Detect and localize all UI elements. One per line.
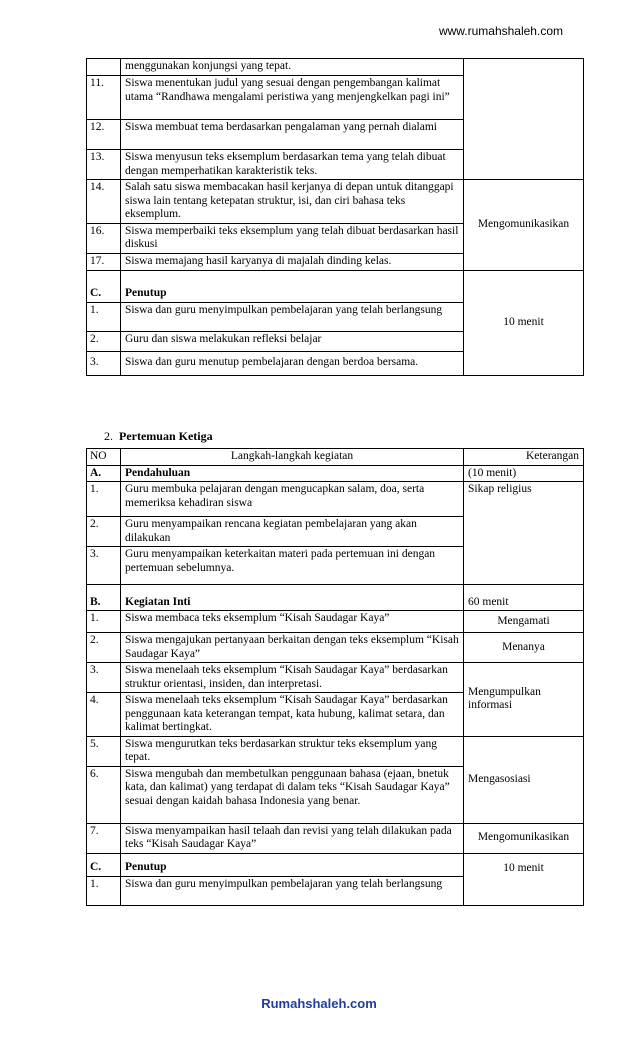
row-activity: Siswa menyampaikan hasil telaah dan revisi yang telah dilakukan pada teks “Kisah Saudagar Kaya” bbox=[121, 823, 464, 853]
table-row-section bbox=[87, 853, 584, 876]
section-letter: A. bbox=[87, 465, 121, 482]
section-title: Pendahuluan bbox=[121, 465, 464, 482]
row-activity: Guru membuka pelajaran dengan mengucapkan salam, doa, serta memeriksa kehadiran siswa bbox=[121, 482, 464, 517]
section-number: 2. bbox=[104, 429, 113, 443]
section-letter: C. bbox=[87, 853, 121, 876]
row-note: Mengomunikasikan bbox=[464, 823, 584, 853]
row-activity: Salah satu siswa membacakan hasil kerjanya di depan untuk ditanggapi siswa lain tentang ketepatan struktur, isi, dan ciri bahasa teks eksemplum. bbox=[121, 180, 464, 224]
row-note: Mengamati bbox=[464, 611, 584, 633]
table-row-section bbox=[87, 270, 584, 302]
row-number: 2. bbox=[87, 517, 121, 547]
row-activity: Siswa mengajukan pertanyaan berkaitan dengan teks eksemplum “Kisah Saudagar Kaya” bbox=[121, 633, 464, 663]
table-row bbox=[87, 633, 584, 663]
row-activity: Siswa memajang hasil karyanya di majalah dinding kelas. bbox=[121, 253, 464, 270]
row-number: 7. bbox=[87, 823, 121, 853]
section-letter: C. bbox=[87, 270, 121, 302]
header-note: Keterangan bbox=[464, 449, 584, 466]
row-activity: Siswa menyusun teks eksemplum berdasarkan tema yang telah dibuat dengan memperhatikan karakteristik teks. bbox=[121, 150, 464, 180]
row-activity: Guru dan siswa melakukan refleksi belajar bbox=[121, 331, 464, 351]
row-number: 2. bbox=[87, 633, 121, 663]
note-penutup-duration: 10 menit bbox=[464, 270, 584, 375]
row-activity: menggunakan konjungsi yang tepat. bbox=[121, 59, 464, 76]
activity-table-meeting-3 bbox=[86, 448, 584, 906]
table-row bbox=[87, 59, 584, 76]
row-number: 1. bbox=[87, 302, 121, 331]
section-title: Penutup bbox=[121, 270, 464, 302]
row-number: 17. bbox=[87, 253, 121, 270]
row-number: 2. bbox=[87, 331, 121, 351]
row-activity: Siswa mengurutkan teks berdasarkan struktur teks eksemplum yang tepat. bbox=[121, 736, 464, 766]
row-number bbox=[87, 59, 121, 76]
table-row bbox=[87, 736, 584, 766]
row-activity: Siswa dan guru menyimpulkan pembelajaran yang telah berlangsung bbox=[121, 876, 464, 905]
row-number: 5. bbox=[87, 736, 121, 766]
table-header-row bbox=[87, 449, 584, 466]
row-number: 6. bbox=[87, 766, 121, 823]
header-steps: Langkah-langkah kegiatan bbox=[121, 449, 464, 466]
activity-table-continued bbox=[86, 58, 584, 376]
row-note: Sikap religius bbox=[464, 482, 584, 585]
section-title-text: Pertemuan Ketiga bbox=[119, 429, 213, 443]
table-row-section bbox=[87, 585, 584, 611]
row-number: 12. bbox=[87, 120, 121, 150]
section-title: Kegiatan Inti bbox=[121, 585, 464, 611]
row-note-empty bbox=[464, 59, 584, 180]
row-number: 3. bbox=[87, 351, 121, 375]
row-activity: Siswa dan guru menyimpulkan pembelajaran yang telah berlangsung bbox=[121, 302, 464, 331]
row-number: 14. bbox=[87, 180, 121, 224]
row-note: Mengasosiasi bbox=[464, 736, 584, 823]
row-number: 1. bbox=[87, 876, 121, 905]
row-number: 4. bbox=[87, 693, 121, 737]
row-note: 60 menit bbox=[464, 585, 584, 611]
row-note: (10 menit) bbox=[464, 465, 584, 482]
row-number: 3. bbox=[87, 547, 121, 585]
row-number: 13. bbox=[87, 150, 121, 180]
footer-site-link[interactable]: Rumahshaleh.com bbox=[261, 996, 377, 1011]
table-row bbox=[87, 823, 584, 853]
table-row bbox=[87, 180, 584, 224]
row-activity: Siswa dan guru menutup pembelajaran dengan berdoa bersama. bbox=[121, 351, 464, 375]
row-number: 3. bbox=[87, 663, 121, 693]
row-number: 16. bbox=[87, 223, 121, 253]
row-activity: Siswa menelaah teks eksemplum “Kisah Saudagar Kaya” berdasarkan struktur orientasi, insiden, dan interpretasi. bbox=[121, 663, 464, 693]
note-mengomunikasikan: Mengomunikasikan bbox=[464, 180, 584, 271]
header-no: NO bbox=[87, 449, 121, 466]
header-url: www.rumahshaleh.com bbox=[438, 24, 563, 38]
row-activity: Siswa menentukan judul yang sesuai dengan pengembangan kalimat utama “Randhawa mengalami peristiwa yang menjengkelkan pagi ini” bbox=[121, 76, 464, 120]
table-row bbox=[87, 482, 584, 517]
row-activity: Siswa membaca teks eksemplum “Kisah Saudagar Kaya” bbox=[121, 611, 464, 633]
row-activity: Guru menyampaikan rencana kegiatan pembelajaran yang akan dilakukan bbox=[121, 517, 464, 547]
row-activity: Siswa memperbaiki teks eksemplum yang telah dibuat berdasarkan hasil diskusi bbox=[121, 223, 464, 253]
row-number: 11. bbox=[87, 76, 121, 120]
table-row bbox=[87, 663, 584, 693]
table-row bbox=[87, 611, 584, 633]
table-row-section bbox=[87, 465, 584, 482]
row-activity: Siswa mengubah dan membetulkan penggunaan bahasa (ejaan, bnetuk kata, dan kalimat) yang terdapat di dalam teks “Kisah Saudagar Kaya” sesuai dengan kaidah bahasa Indonesia yang benar. bbox=[121, 766, 464, 823]
row-activity: Guru menyampaikan keterkaitan materi pada pertemuan ini dengan pertemuan sebelumnya. bbox=[121, 547, 464, 585]
row-number: 1. bbox=[87, 482, 121, 517]
row-number: 1. bbox=[87, 611, 121, 633]
row-note: 10 menit bbox=[464, 853, 584, 905]
row-activity: Siswa menelaah teks eksemplum “Kisah Saudagar Kaya” berdasarkan penggunaan kata keterangan tempat, kata hubung, kalimat setara, dan kalimat bertingkat. bbox=[121, 693, 464, 737]
section-heading bbox=[104, 429, 213, 444]
section-letter: B. bbox=[87, 585, 121, 611]
row-activity: Siswa membuat tema berdasarkan pengalaman yang pernah dialami bbox=[121, 120, 464, 150]
row-note: Menanya bbox=[464, 633, 584, 663]
section-title: Penutup bbox=[121, 853, 464, 876]
row-note: Mengumpulkan informasi bbox=[464, 663, 584, 737]
